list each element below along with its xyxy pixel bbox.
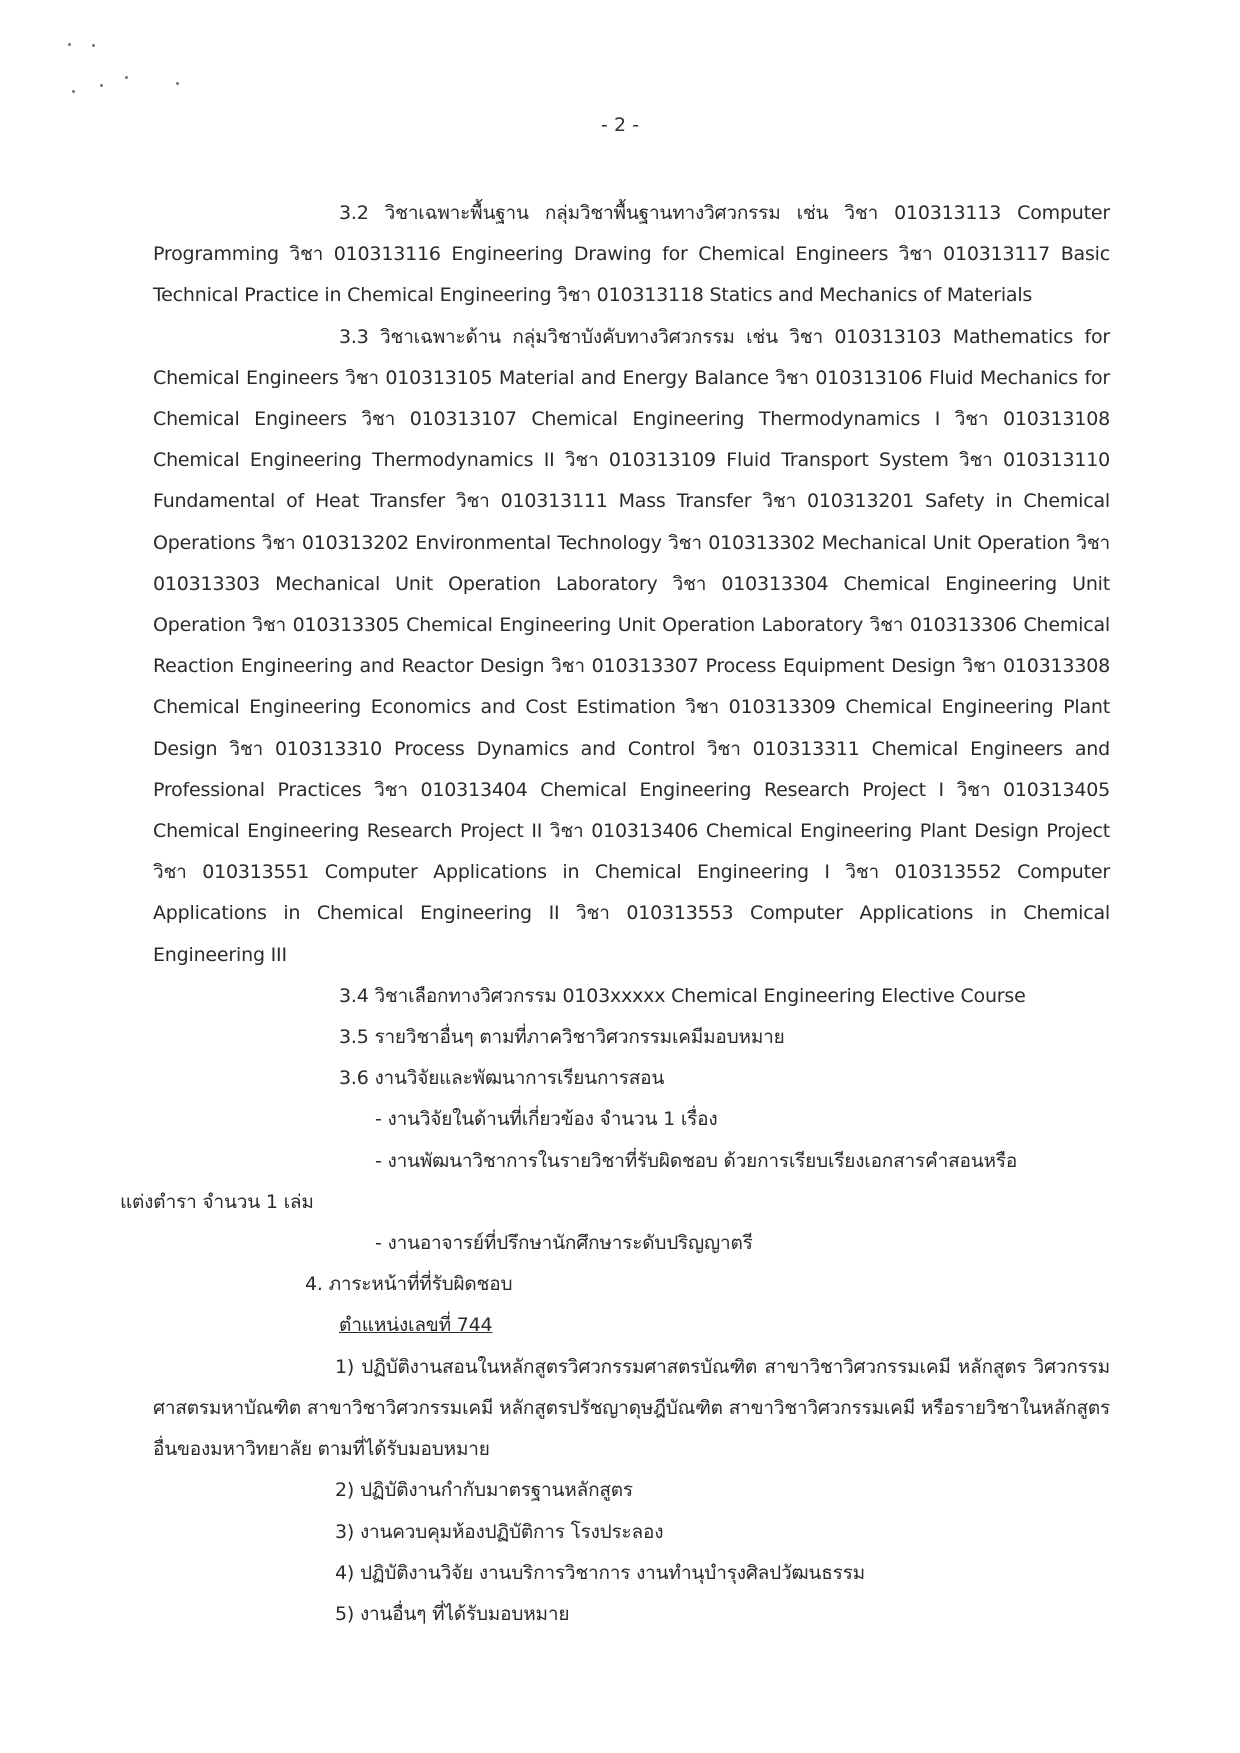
page-number: - 2 - <box>601 114 639 136</box>
section-3-5: 3.5 รายวิชาอื่นๆ ตามที่ภาควิชาวิศวกรรมเคมีมอบหมาย <box>339 1026 785 1049</box>
scan-speck <box>100 84 103 87</box>
scan-speck <box>72 90 75 93</box>
advisor-item: - งานอาจารย์ที่ปรึกษานักศึกษาระดับปริญญาตรี <box>375 1232 753 1255</box>
document-body <box>120 193 1110 1635</box>
scan-speck <box>176 82 179 85</box>
section-4-heading: 4. ภาระหน้าที่ที่รับผิดชอบ <box>305 1273 513 1296</box>
scan-speck <box>125 76 128 79</box>
academic-development-item: - งานพัฒนาวิชาการในรายวิชาที่รับผิดชอบ ด้วยการเรียบเรียงเอกสารคำสอนหรือ <box>375 1149 1018 1172</box>
academic-development-item-cont: แต่งตำรา จำนวน 1 เล่ม <box>120 1190 314 1213</box>
section-3-4: 3.4 วิชาเลือกทางวิศวกรรม 0103xxxxx Chemical Engineering Elective Course <box>339 984 1026 1007</box>
duty-item: 4) ปฏิบัติงานวิจัย งานบริการวิชาการ งานทำนุบำรุงศิลปวัฒนธรรม <box>335 1561 865 1584</box>
duty-item: 5) งานอื่นๆ ที่ได้รับมอบหมาย <box>335 1602 570 1625</box>
position-number-label: ตำแหน่งเลขที่ 744 <box>339 1314 493 1337</box>
scan-speck <box>92 44 95 47</box>
duty-item: 2) ปฏิบัติงานกำกับมาตรฐานหลักสูตร <box>335 1479 633 1502</box>
section-3-3: 3.3 วิชาเฉพาะด้าน กลุ่มวิชาบังคับทางวิศวกรรม เช่น วิชา 010313103 Mathematics for Chemical Engineers วิชา 010313105 Material and Energy Balance วิชา 010313106 Fluid Mechanics for Chemical Engineers วิชา 010313107 Chemical Engineering Thermodynamics I วิชา 010313108 Chemical Engineering Thermodynamics II วิชา 010313109 Fluid Transport System วิชา 010313110 Fundamental of Heat Transfer วิชา 010313111 Mass Transfer วิชา 010313201 Safety in Chemical Operations วิชา 010313202 Environmental Technology วิชา 010313302 Mechanical Unit Operation วิชา 010313303 Mechanical Unit Operation Laboratory วิชา 010313304 Chemical Engineering Unit Operation วิชา 010313305 Chemical Engineering Unit Operation Laboratory วิชา 010313306 Chemical Reaction Engineering and Reactor Design วิชา 010313307 Process Equipment Design วิชา 010313308 Chemical Engineering Economics and Cost Estimation วิชา 010313309 Chemical Engineering Plant Design วิชา 010313310 Process Dynamics and Control วิชา 010313311 Chemical Engineers and Professional Practices วิชา 010313404 Chemical Engineering Research Project I วิชา 010313405 Chemical Engineering Research Project II วิชา 010313406 Chemical Engineering Plant Design Project วิชา 010313551 Computer Applications in Chemical Engineering I วิชา 010313552 Computer Applications in Chemical Engineering II วิชา 010313553 Computer Applications in Chemical Engineering III <box>153 325 1110 966</box>
section-3-2: 3.2 วิชาเฉพาะพื้นฐาน กลุ่มวิชาพื้นฐานทางวิศวกรรม เช่น วิชา 010313113 Computer Programming วิชา 010313116 Engineering Drawing for Chemical Engineers วิชา 010313117 Basic Technical Practice in Chemical Engineering วิชา 010313118 Statics and Mechanics of Materials <box>153 202 1110 307</box>
section-3-6: 3.6 งานวิจัยและพัฒนาการเรียนการสอน <box>339 1067 665 1090</box>
duty-item: 1) ปฏิบัติงานสอนในหลักสูตรวิศวกรรมศาสตรบัณฑิต สาขาวิชาวิศวกรรมเคมี หลักสูตร วิศวกรรมศาสตรมหาบัณฑิต สาขาวิชาวิศวกรรมเคมี หลักสูตรปรัชญาดุษฎีบัณฑิต สาขาวิชาวิศวกรรมเคมี หรือรายวิชาในหลักสูตรอื่นของมหาวิทยาลัย ตามที่ได้รับมอบหมาย <box>153 1355 1110 1461</box>
duty-item: 3) งานควบคุมห้องปฏิบัติการ โรงประลอง <box>335 1520 664 1543</box>
scan-speck <box>68 43 71 46</box>
research-item: - งานวิจัยในด้านที่เกี่ยวข้อง จำนวน 1 เรื่อง <box>375 1108 718 1131</box>
